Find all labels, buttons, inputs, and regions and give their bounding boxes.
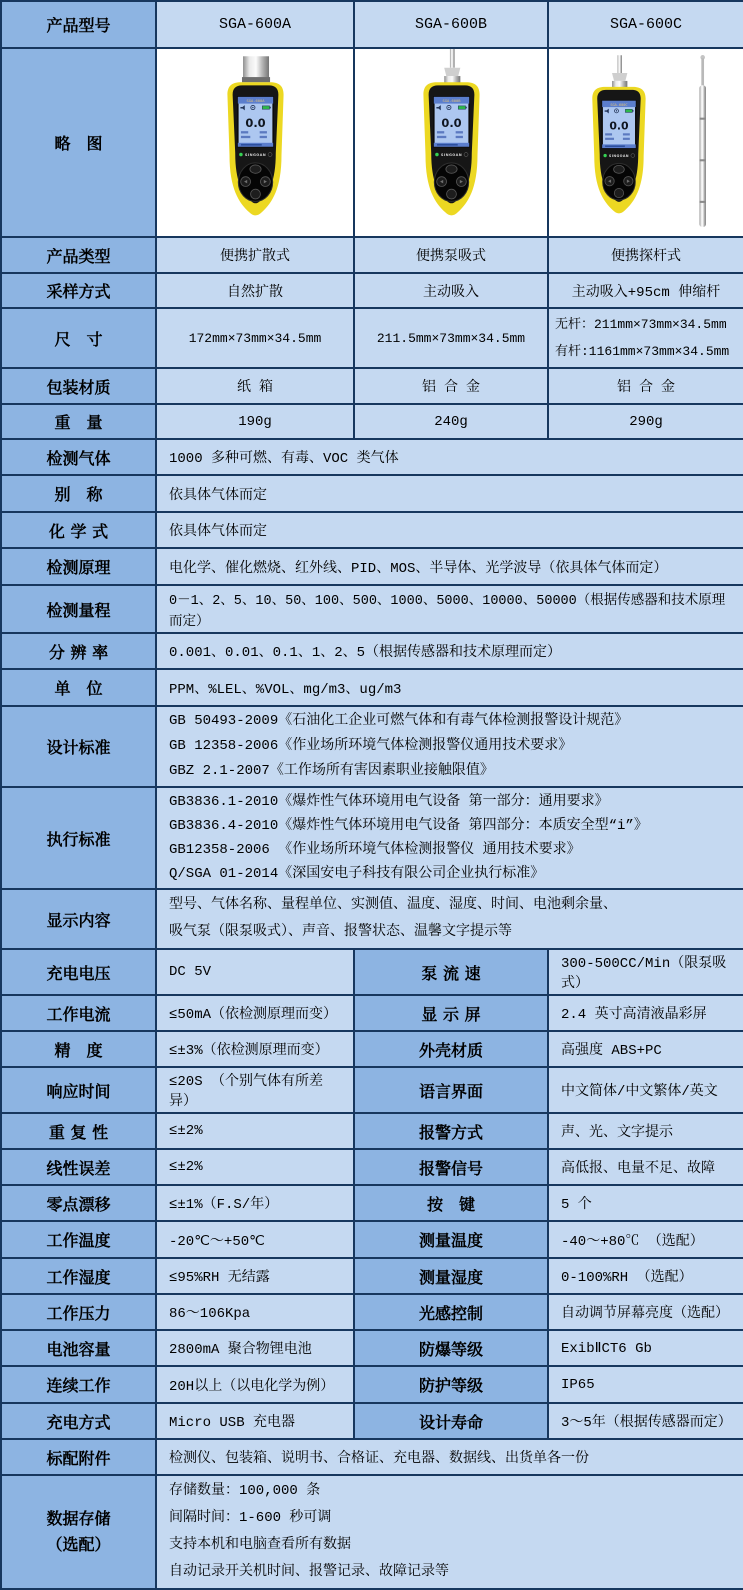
row-label: 工作电流 bbox=[1, 995, 156, 1031]
row-label: 充电电压 bbox=[1, 949, 156, 995]
screen-info-block bbox=[623, 138, 630, 140]
cell-value: 自然扩散 bbox=[156, 273, 354, 308]
rod-joint bbox=[699, 201, 705, 203]
cell-value: 检测仪、包装箱、说明书、合格证、充电器、数据线、出货单各一份 bbox=[156, 1439, 743, 1475]
cell-value: ≤±1%（F.S/年） bbox=[156, 1185, 354, 1221]
menu-button bbox=[249, 165, 260, 173]
row-label: 采样方式 bbox=[1, 273, 156, 308]
row-label: 别 称 bbox=[1, 475, 156, 512]
dual-spec-row bbox=[1, 1258, 743, 1294]
row-label: 单 位 bbox=[1, 669, 156, 706]
cell-value: 主动吸入 bbox=[354, 273, 548, 308]
rod-joint bbox=[699, 118, 705, 120]
screen-info-block bbox=[259, 136, 266, 138]
cell-value: ≤±3%（依检测原理而变） bbox=[156, 1031, 354, 1067]
screen-model-text: SGA-600C bbox=[610, 102, 628, 107]
battery-icon bbox=[458, 106, 465, 109]
sensor-cap-ring bbox=[241, 77, 269, 82]
cell-value: 211.5mm×73mm×34.5mm bbox=[354, 308, 548, 368]
menu-button bbox=[614, 165, 625, 173]
row-label: 检测气体 bbox=[1, 439, 156, 475]
row-range bbox=[1, 585, 743, 633]
row-label: 检测原理 bbox=[1, 548, 156, 585]
exec-std-line: GB3836.4-2010《爆炸性气体环境用电气设备 第四部分：本质安全型“i”》 bbox=[169, 818, 648, 834]
row-label: 设计标准 bbox=[1, 706, 156, 787]
row-label: 显示内容 bbox=[1, 889, 156, 949]
screen-info-block bbox=[436, 136, 445, 138]
storage-line: 间隔时间：1-600 秒可调 bbox=[169, 1510, 332, 1526]
row-label: 测量温度 bbox=[354, 1221, 548, 1258]
battery-icon bbox=[625, 109, 632, 112]
cell-value: 高低报、电量不足、故障 bbox=[548, 1149, 743, 1185]
storage-line: 支持本机和电脑查看所有数据 bbox=[169, 1537, 351, 1553]
device-illustration bbox=[568, 49, 724, 231]
row-label: 工作温度 bbox=[1, 1221, 156, 1258]
model-name-c: SGA-600C bbox=[548, 1, 743, 48]
row-label: 线性误差 bbox=[1, 1149, 156, 1185]
enter-button bbox=[614, 188, 623, 197]
dual-spec-row bbox=[1, 1067, 743, 1113]
row-label: 化 学 式 bbox=[1, 512, 156, 548]
cell-value: 自动调节屏幕亮度（选配） bbox=[548, 1294, 743, 1330]
row-principle bbox=[1, 548, 743, 585]
row-data-storage bbox=[1, 1475, 743, 1589]
row-size bbox=[1, 308, 743, 368]
screen-model-text: SGA-600A bbox=[246, 99, 264, 104]
dual-spec-row bbox=[1, 1366, 743, 1403]
screen-info-block bbox=[605, 133, 612, 135]
dual-spec-row bbox=[1, 1185, 743, 1221]
pump-probe-icon bbox=[617, 55, 621, 73]
row-gas bbox=[1, 439, 743, 475]
screen-info-block bbox=[605, 138, 614, 140]
row-label: 包装材质 bbox=[1, 368, 156, 404]
row-label: 产品类型 bbox=[1, 237, 156, 273]
power-led bbox=[435, 153, 439, 157]
dual-spec-row bbox=[1, 1031, 743, 1067]
row-label: 测量湿度 bbox=[354, 1258, 548, 1294]
sketch-label: 略 图 bbox=[1, 48, 156, 237]
cell-value bbox=[156, 1475, 743, 1589]
brand-label: SINGOAN bbox=[440, 153, 462, 158]
cell-value: 2.4 英寸高清液晶彩屏 bbox=[548, 995, 743, 1031]
row-label: 执行标准 bbox=[1, 787, 156, 889]
exec-std-line: Q/SGA 01-2014《深国安电子科技有限公司企业执行标准》 bbox=[169, 866, 545, 882]
cell-value: 铝合金 bbox=[354, 368, 548, 404]
row-product-type bbox=[1, 237, 743, 273]
rod-joint bbox=[699, 159, 705, 161]
enter-button bbox=[250, 189, 260, 199]
storage-label-line1: 数据存储 bbox=[46, 1509, 111, 1528]
row-resolution bbox=[1, 633, 743, 669]
cell-value: 铝合金 bbox=[548, 368, 743, 404]
row-label bbox=[1, 1475, 156, 1589]
row-label: 报警信号 bbox=[354, 1149, 548, 1185]
pump-probe-icon bbox=[449, 49, 454, 68]
model-name-b: SGA-600B bbox=[354, 1, 548, 48]
screen-reading-value: 0.0 bbox=[440, 116, 462, 130]
size-c-line2: 有杆:1161mm×73mm×34.5mm bbox=[555, 344, 730, 359]
battery-tip bbox=[632, 110, 633, 112]
cell-value: 240g bbox=[354, 404, 548, 439]
cell-value: 纸箱 bbox=[156, 368, 354, 404]
enter-button bbox=[446, 189, 456, 199]
cell-value: Micro USB 充电器 bbox=[156, 1403, 354, 1439]
cell-value: 20H以上（以电化学为例） bbox=[156, 1366, 354, 1403]
cell-value: IP65 bbox=[548, 1366, 743, 1403]
exec-std-line: GB12358-2006 《作业场所环境气体检测报警仪 通用技术要求》 bbox=[169, 842, 581, 858]
probe-cone bbox=[612, 73, 627, 81]
cell-value: 0-100%RH （选配） bbox=[548, 1258, 743, 1294]
storage-line: 存储数量：100,000 条 bbox=[169, 1483, 321, 1499]
cell-value: 声、光、文字提示 bbox=[548, 1113, 743, 1149]
cell-value: 电化学、催化燃烧、红外线、PID、MOS、半导体、光学波导（依具体气体而定） bbox=[156, 548, 743, 585]
screen-timestamp-block bbox=[240, 144, 261, 146]
fan-hub bbox=[448, 107, 449, 108]
row-label: 连续工作 bbox=[1, 1366, 156, 1403]
cell-value: ExibⅡCT6 Gb bbox=[548, 1330, 743, 1366]
row-label: 防护等级 bbox=[354, 1366, 548, 1403]
design-std-line: GB 12358-2006《作业场所环境气体检测报警仪通用技术要求》 bbox=[169, 738, 573, 754]
cell-value: ≤95%RH 无结露 bbox=[156, 1258, 354, 1294]
row-label: 外壳材质 bbox=[354, 1031, 548, 1067]
cell-value: DC 5V bbox=[156, 949, 354, 995]
product-image-sga-600b bbox=[354, 48, 548, 237]
row-label: 显 示 屏 bbox=[354, 995, 548, 1031]
row-alias bbox=[1, 475, 743, 512]
row-label: 尺 寸 bbox=[1, 308, 156, 368]
cell-value: 86～106Kpa bbox=[156, 1294, 354, 1330]
row-label: 充电方式 bbox=[1, 1403, 156, 1439]
row-display-content bbox=[1, 889, 743, 949]
battery-tip bbox=[269, 107, 270, 109]
cell-value bbox=[156, 889, 743, 949]
cell-value: 290g bbox=[548, 404, 743, 439]
size-c-line1: 无杆：211mm×73mm×34.5mm bbox=[555, 317, 727, 332]
cell-value: 依具体气体而定 bbox=[156, 512, 743, 548]
sketch-row bbox=[1, 48, 743, 237]
device-illustration bbox=[389, 49, 514, 231]
display-line: 吸气泵（限泵吸式）、声音、报警状态、温馨文字提示等 bbox=[169, 924, 512, 940]
cell-value: ≤20S （个别气体有所差异） bbox=[156, 1067, 354, 1113]
row-label: 检测量程 bbox=[1, 585, 156, 633]
dual-spec-row bbox=[1, 1403, 743, 1439]
brand-label: SINGOAN bbox=[608, 154, 630, 159]
row-sampling bbox=[1, 273, 743, 308]
dual-spec-row bbox=[1, 1113, 743, 1149]
row-label: 光感控制 bbox=[354, 1294, 548, 1330]
row-label: 报警方式 bbox=[354, 1113, 548, 1149]
design-std-line: GBZ 2.1-2007《工作场所有害因素职业接触限值》 bbox=[169, 763, 494, 779]
power-led bbox=[603, 154, 606, 157]
row-design-standard bbox=[1, 706, 743, 787]
cell-value: ≤50mA（依检测原理而变） bbox=[156, 995, 354, 1031]
dual-spec-row bbox=[1, 1149, 743, 1185]
product-image-sga-600c bbox=[548, 48, 743, 237]
product-image-sga-600a bbox=[156, 48, 354, 237]
row-formula bbox=[1, 512, 743, 548]
probe-cone bbox=[444, 68, 460, 76]
dual-spec-row bbox=[1, 1294, 743, 1330]
cell-value: 便携探杆式 bbox=[548, 237, 743, 273]
cell-value bbox=[548, 308, 743, 368]
device-illustration bbox=[193, 49, 318, 231]
fan-hub bbox=[252, 107, 253, 108]
row-label: 按 键 bbox=[354, 1185, 548, 1221]
display-line: 型号、气体名称、量程单位、实测值、温度、湿度、时间、电池剩余量、 bbox=[169, 897, 617, 913]
screen-info-block bbox=[240, 131, 247, 133]
row-label: 电池容量 bbox=[1, 1330, 156, 1366]
dual-spec-row bbox=[1, 995, 743, 1031]
sensor-cap bbox=[243, 56, 269, 79]
screen-timestamp-block bbox=[605, 145, 625, 147]
screen-info-block bbox=[455, 131, 462, 133]
row-label: 标配附件 bbox=[1, 1439, 156, 1475]
cell-value: 主动吸入+95cm 伸缩杆 bbox=[548, 273, 743, 308]
fan-hub bbox=[616, 110, 617, 111]
row-label: 零点漂移 bbox=[1, 1185, 156, 1221]
cell-value: 中文简体/中文繁体/英文 bbox=[548, 1067, 743, 1113]
row-exec-standard bbox=[1, 787, 743, 889]
brand-label: SINGOAN bbox=[244, 153, 266, 158]
screen-info-block bbox=[436, 131, 443, 133]
cell-value: 便携泵吸式 bbox=[354, 237, 548, 273]
battery-tip bbox=[465, 107, 466, 109]
telescopic-rod bbox=[699, 85, 705, 226]
storage-line: 自动记录开关机时间、报警记录、故障记录等 bbox=[169, 1564, 449, 1580]
row-label: 工作湿度 bbox=[1, 1258, 156, 1294]
dual-spec-row bbox=[1, 1221, 743, 1258]
header-row bbox=[1, 1, 743, 48]
row-unit bbox=[1, 669, 743, 706]
cell-value: -40～+80℃ （选配） bbox=[548, 1221, 743, 1258]
row-label: 工作压力 bbox=[1, 1294, 156, 1330]
dual-spec-row bbox=[1, 949, 743, 995]
row-packing bbox=[1, 368, 743, 404]
row-accessories bbox=[1, 1439, 743, 1475]
screen-info-block bbox=[259, 131, 266, 133]
row-label: 分 辨 率 bbox=[1, 633, 156, 669]
row-label: 防爆等级 bbox=[354, 1330, 548, 1366]
power-led bbox=[239, 153, 243, 157]
screen-timestamp-block bbox=[436, 144, 457, 146]
cell-value: 300-500CC/Min（限泵吸式） bbox=[548, 949, 743, 995]
cell-value: PPM、%LEL、%VOL、mg/m3、ug/m3 bbox=[156, 669, 743, 706]
dual-spec-row bbox=[1, 1330, 743, 1366]
model-name-a: SGA-600A bbox=[156, 1, 354, 48]
cell-value: ≤±2% bbox=[156, 1113, 354, 1149]
header-label: 产品型号 bbox=[1, 1, 156, 48]
cell-value: 172mm×73mm×34.5mm bbox=[156, 308, 354, 368]
screen-info-block bbox=[623, 133, 630, 135]
cell-value: 2800mA 聚合物锂电池 bbox=[156, 1330, 354, 1366]
menu-button bbox=[445, 165, 456, 173]
cell-value: 5 个 bbox=[548, 1185, 743, 1221]
cell-value: 0.001、0.01、0.1、1、2、5（根据传感器和技术原理而定） bbox=[156, 633, 743, 669]
cell-value bbox=[156, 706, 743, 787]
cell-value bbox=[156, 787, 743, 889]
screen-model-text: SGA-600B bbox=[442, 99, 460, 104]
row-label: 设计寿命 bbox=[354, 1403, 548, 1439]
storage-label-line2: （选配） bbox=[46, 1535, 111, 1554]
row-label: 响应时间 bbox=[1, 1067, 156, 1113]
row-weight bbox=[1, 404, 743, 439]
cell-value: 0－1、2、5、10、50、100、500、1000、5000、10000、50000（根据传感器和技术原理而定） bbox=[156, 585, 743, 633]
exec-std-line: GB3836.1-2010《爆炸性气体环境用电气设备 第一部分：通用要求》 bbox=[169, 794, 609, 810]
cell-value: ≤±2% bbox=[156, 1149, 354, 1185]
row-label: 语言界面 bbox=[354, 1067, 548, 1113]
row-label: 重 复 性 bbox=[1, 1113, 156, 1149]
row-label: 精 度 bbox=[1, 1031, 156, 1067]
row-label: 重 量 bbox=[1, 404, 156, 439]
cell-value: 便携扩散式 bbox=[156, 237, 354, 273]
screen-info-block bbox=[240, 136, 249, 138]
screen-info-block bbox=[455, 136, 462, 138]
battery-icon bbox=[262, 106, 269, 109]
cell-value: 依具体气体而定 bbox=[156, 475, 743, 512]
cell-value: -20℃～+50℃ bbox=[156, 1221, 354, 1258]
cell-value: 190g bbox=[156, 404, 354, 439]
cell-value: 1000 多种可燃、有毒、VOC 类气体 bbox=[156, 439, 743, 475]
row-label: 泵 流 速 bbox=[354, 949, 548, 995]
screen-reading-value: 0.0 bbox=[244, 116, 266, 130]
design-std-line: GB 50493-2009《石油化工企业可燃气体和有毒气体检测报警设计规范》 bbox=[169, 713, 629, 729]
screen-reading-value: 0.0 bbox=[609, 119, 629, 133]
telescopic-rod-upper bbox=[701, 58, 704, 85]
cell-value: 3～5年（根据传感器而定） bbox=[548, 1403, 743, 1439]
cell-value: 高强度 ABS+PC bbox=[548, 1031, 743, 1067]
